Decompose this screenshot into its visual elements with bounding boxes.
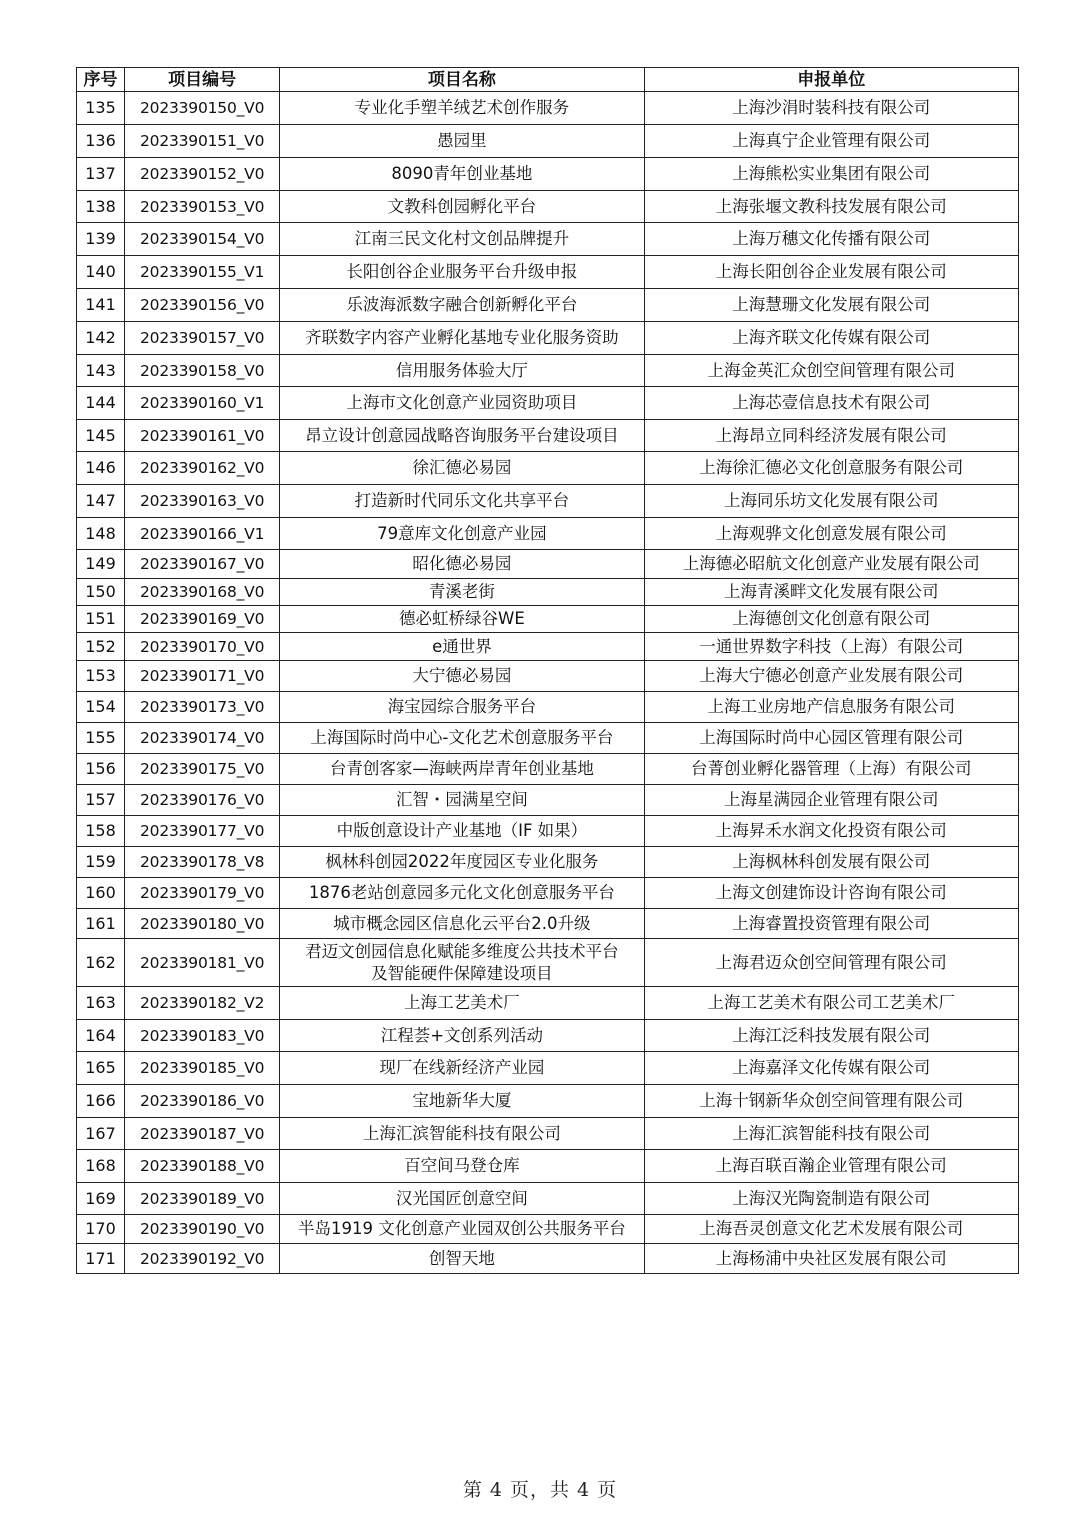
cell-applicant-unit: 上海吾灵创意文化艺术发展有限公司	[644, 1215, 1018, 1244]
cell-applicant-unit: 上海观骅文化创意发展有限公司	[644, 518, 1018, 550]
cell-project-code: 2023390183_V0	[125, 1020, 280, 1052]
cell-project-name-line1: 君迈文创园信息化赋能多维度公共技术平台	[305, 941, 619, 961]
cell-index: 151	[77, 606, 125, 633]
cell-index: 149	[77, 550, 125, 579]
table-row	[77, 878, 1019, 909]
cell-project-code: 2023390151_V0	[125, 125, 280, 158]
cell-project-name: 汇智・园满星空间	[280, 785, 644, 816]
cell-project-name: 愚园里	[280, 125, 644, 158]
cell-project-name: 青溪老街	[280, 579, 644, 606]
table-row	[77, 909, 1019, 939]
table-row	[77, 1020, 1019, 1052]
cell-index: 152	[77, 633, 125, 661]
cell-project-name: 中版创意设计产业基地（IF 如果）	[280, 816, 644, 847]
cell-index: 137	[77, 158, 125, 191]
cell-project-name: 徐汇德必易园	[280, 452, 644, 485]
table-row	[77, 158, 1019, 191]
cell-project-name: 城市概念园区信息化云平台2.0升级	[280, 909, 644, 939]
cell-project-name: 宝地新华大厦	[280, 1085, 644, 1118]
table-row	[77, 661, 1019, 692]
table-row	[77, 606, 1019, 633]
table-row	[77, 579, 1019, 606]
table-row	[77, 223, 1019, 256]
header-project-code: 项目编号	[125, 68, 280, 92]
cell-project-code: 2023390188_V0	[125, 1150, 280, 1183]
cell-project-name: 上海汇滨智能科技有限公司	[280, 1118, 644, 1150]
cell-project-code: 2023390157_V0	[125, 322, 280, 355]
cell-project-name: 专业化手塑羊绒艺术创作服务	[280, 92, 644, 125]
cell-index: 160	[77, 878, 125, 909]
cell-index: 141	[77, 289, 125, 322]
cell-project-code: 2023390153_V0	[125, 191, 280, 223]
cell-index: 145	[77, 420, 125, 452]
cell-applicant-unit: 上海国际时尚中心园区管理有限公司	[644, 723, 1018, 754]
cell-project-name: 文教科创园孵化平台	[280, 191, 644, 223]
cell-project-code: 2023390173_V0	[125, 692, 280, 723]
cell-index: 142	[77, 322, 125, 355]
cell-project-name: 上海工艺美术厂	[280, 987, 644, 1020]
cell-project-code: 2023390156_V0	[125, 289, 280, 322]
table-row	[77, 420, 1019, 452]
cell-index: 135	[77, 92, 125, 125]
cell-applicant-unit: 上海汇滨智能科技有限公司	[644, 1118, 1018, 1150]
cell-applicant-unit: 上海文创建饰设计咨询有限公司	[644, 878, 1018, 909]
cell-index: 146	[77, 452, 125, 485]
project-table	[76, 67, 1019, 1274]
cell-applicant-unit: 上海工业房地产信息服务有限公司	[644, 692, 1018, 723]
cell-project-name: 百空间马登仓库	[280, 1150, 644, 1183]
table-row	[77, 1085, 1019, 1118]
cell-applicant-unit: 上海同乐坊文化发展有限公司	[644, 485, 1018, 518]
cell-project-code: 2023390190_V0	[125, 1215, 280, 1244]
cell-index: 168	[77, 1150, 125, 1183]
cell-project-name: 海宝园综合服务平台	[280, 692, 644, 723]
header-index: 序号	[77, 68, 125, 92]
cell-applicant-unit: 一通世界数字科技（上海）有限公司	[644, 633, 1018, 661]
cell-index: 167	[77, 1118, 125, 1150]
cell-project-name-line2: 及智能硬件保障建设项目	[371, 963, 553, 983]
cell-index: 156	[77, 754, 125, 785]
cell-applicant-unit: 上海熊松实业集团有限公司	[644, 158, 1018, 191]
cell-project-code: 2023390167_V0	[125, 550, 280, 579]
cell-project-code: 2023390176_V0	[125, 785, 280, 816]
cell-project-code: 2023390168_V0	[125, 579, 280, 606]
cell-applicant-unit: 上海杨浦中央社区发展有限公司	[644, 1244, 1018, 1274]
cell-project-code: 2023390160_V1	[125, 387, 280, 420]
table-row	[77, 191, 1019, 223]
cell-applicant-unit: 上海大宁德必创意产业发展有限公司	[644, 661, 1018, 692]
table-row	[77, 322, 1019, 355]
cell-project-code: 2023390163_V0	[125, 485, 280, 518]
table-row	[77, 355, 1019, 387]
cell-project-name: 信用服务体验大厅	[280, 355, 644, 387]
cell-index: 148	[77, 518, 125, 550]
cell-index: 138	[77, 191, 125, 223]
table-row	[77, 289, 1019, 322]
cell-applicant-unit: 上海张堰文教科技发展有限公司	[644, 191, 1018, 223]
cell-project-name: 江南三民文化村文创品牌提升	[280, 223, 644, 256]
cell-index: 143	[77, 355, 125, 387]
table-row	[77, 452, 1019, 485]
cell-project-name: 昭化德必易园	[280, 550, 644, 579]
cell-project-name: 1876老站创意园多元化文化创意服务平台	[280, 878, 644, 909]
cell-project-code: 2023390177_V0	[125, 816, 280, 847]
cell-applicant-unit: 上海慧珊文化发展有限公司	[644, 289, 1018, 322]
cell-project-code: 2023390175_V0	[125, 754, 280, 785]
cell-project-code: 2023390189_V0	[125, 1183, 280, 1215]
table-row	[77, 550, 1019, 579]
table-row	[77, 692, 1019, 723]
cell-project-name: 德必虹桥绿谷WE	[280, 606, 644, 633]
table-row	[77, 485, 1019, 518]
table-row	[77, 816, 1019, 847]
cell-applicant-unit: 上海枫林科创发展有限公司	[644, 847, 1018, 878]
cell-applicant-unit: 上海江泛科技发展有限公司	[644, 1020, 1018, 1052]
cell-project-code: 2023390170_V0	[125, 633, 280, 661]
cell-project-name: 乐波海派数字融合创新孵化平台	[280, 289, 644, 322]
cell-index: 153	[77, 661, 125, 692]
cell-project-name: 上海国际时尚中心-文化艺术创意服务平台	[280, 723, 644, 754]
cell-applicant-unit: 上海沙涓时装科技有限公司	[644, 92, 1018, 125]
cell-project-name: 昂立设计创意园战略咨询服务平台建设项目	[280, 420, 644, 452]
cell-project-code: 2023390171_V0	[125, 661, 280, 692]
table-row	[77, 1244, 1019, 1274]
cell-project-code: 2023390158_V0	[125, 355, 280, 387]
cell-applicant-unit: 上海金英汇众创空间管理有限公司	[644, 355, 1018, 387]
cell-applicant-unit: 上海徐汇德必文化创意服务有限公司	[644, 452, 1018, 485]
cell-index: 154	[77, 692, 125, 723]
cell-applicant-unit: 上海昂立同科经济发展有限公司	[644, 420, 1018, 452]
table-row	[77, 754, 1019, 785]
table-row	[77, 987, 1019, 1020]
cell-applicant-unit: 上海十钢新华众创空间管理有限公司	[644, 1085, 1018, 1118]
cell-project-name: 79意库文化创意产业园	[280, 518, 644, 550]
cell-applicant-unit: 上海工艺美术有限公司工艺美术厂	[644, 987, 1018, 1020]
cell-index: 165	[77, 1052, 125, 1085]
cell-applicant-unit: 上海长阳创谷企业发展有限公司	[644, 256, 1018, 289]
header-applicant-unit: 申报单位	[644, 68, 1018, 92]
cell-project-code: 2023390155_V1	[125, 256, 280, 289]
page-footer: 第 4 页，共 4 页	[462, 1479, 618, 1501]
table-row	[77, 633, 1019, 661]
cell-applicant-unit: 上海睿置投资管理有限公司	[644, 909, 1018, 939]
table-row	[77, 1118, 1019, 1150]
cell-index: 136	[77, 125, 125, 158]
cell-project-code: 2023390186_V0	[125, 1085, 280, 1118]
cell-project-name: 上海市文化创意产业园资助项目	[280, 387, 644, 420]
cell-applicant-unit: 上海万穗文化传播有限公司	[644, 223, 1018, 256]
cell-index: 169	[77, 1183, 125, 1215]
cell-project-code: 2023390179_V0	[125, 878, 280, 909]
cell-project-name: 齐联数字内容产业孵化基地专业化服务资助	[280, 322, 644, 355]
cell-project-name: 创智天地	[280, 1244, 644, 1274]
cell-project-code: 2023390182_V2	[125, 987, 280, 1020]
cell-project-code: 2023390166_V1	[125, 518, 280, 550]
cell-project-code: 2023390169_V0	[125, 606, 280, 633]
cell-index: 163	[77, 987, 125, 1020]
table-row	[77, 92, 1019, 125]
cell-applicant-unit: 上海青溪畔文化发展有限公司	[644, 579, 1018, 606]
cell-applicant-unit: 上海嘉泽文化传媒有限公司	[644, 1052, 1018, 1085]
cell-project-name: 江程荟+文创系列活动	[280, 1020, 644, 1052]
table-header-row	[77, 68, 1019, 92]
table-row	[77, 785, 1019, 816]
table-row	[77, 518, 1019, 550]
table-row	[77, 1150, 1019, 1183]
cell-project-name: 打造新时代同乐文化共享平台	[280, 485, 644, 518]
cell-index: 158	[77, 816, 125, 847]
cell-applicant-unit: 上海昇禾水润文化投资有限公司	[644, 816, 1018, 847]
cell-index: 166	[77, 1085, 125, 1118]
cell-project-name: 台青创客家—海峡两岸青年创业基地	[280, 754, 644, 785]
cell-index: 150	[77, 579, 125, 606]
cell-project-code: 2023390162_V0	[125, 452, 280, 485]
cell-project-name: 现厂在线新经济产业园	[280, 1052, 644, 1085]
cell-project-name: 8090青年创业基地	[280, 158, 644, 191]
cell-applicant-unit: 上海德创文化创意有限公司	[644, 606, 1018, 633]
cell-applicant-unit: 上海齐联文化传媒有限公司	[644, 322, 1018, 355]
cell-index: 140	[77, 256, 125, 289]
cell-project-code: 2023390161_V0	[125, 420, 280, 452]
table-row	[77, 1183, 1019, 1215]
cell-project-code: 2023390150_V0	[125, 92, 280, 125]
cell-applicant-unit: 上海真宁企业管理有限公司	[644, 125, 1018, 158]
cell-index: 162	[77, 939, 125, 987]
cell-project-code: 2023390181_V0	[125, 939, 280, 987]
cell-project-code: 2023390174_V0	[125, 723, 280, 754]
cell-applicant-unit: 上海芯壹信息技术有限公司	[644, 387, 1018, 420]
table-row	[77, 1052, 1019, 1085]
table-row	[77, 847, 1019, 878]
cell-index: 159	[77, 847, 125, 878]
cell-project-code: 2023390152_V0	[125, 158, 280, 191]
cell-project-name: 半岛1919 文化创意产业园双创公共服务平台	[280, 1215, 644, 1244]
cell-index: 170	[77, 1215, 125, 1244]
table-body	[77, 92, 1019, 1274]
cell-applicant-unit: 上海德必昭航文化创意产业发展有限公司	[644, 550, 1018, 579]
header-project-name: 项目名称	[280, 68, 644, 92]
cell-applicant-unit: 上海星满园企业管理有限公司	[644, 785, 1018, 816]
cell-project-name	[280, 939, 644, 987]
cell-project-name: 枫林科创园2022年度园区专业化服务	[280, 847, 644, 878]
cell-index: 171	[77, 1244, 125, 1274]
table-row	[77, 723, 1019, 754]
cell-project-name: 汉光国匠创意空间	[280, 1183, 644, 1215]
table-row	[77, 939, 1019, 987]
cell-index: 155	[77, 723, 125, 754]
cell-project-code: 2023390180_V0	[125, 909, 280, 939]
cell-applicant-unit: 上海汉光陶瓷制造有限公司	[644, 1183, 1018, 1215]
cell-project-code: 2023390154_V0	[125, 223, 280, 256]
cell-project-code: 2023390192_V0	[125, 1244, 280, 1274]
cell-index: 139	[77, 223, 125, 256]
cell-index: 144	[77, 387, 125, 420]
cell-applicant-unit: 台菁创业孵化器管理（上海）有限公司	[644, 754, 1018, 785]
cell-project-name: 长阳创谷企业服务平台升级申报	[280, 256, 644, 289]
cell-project-name: 大宁德必易园	[280, 661, 644, 692]
cell-project-code: 2023390187_V0	[125, 1118, 280, 1150]
table-row	[77, 1215, 1019, 1244]
cell-index: 147	[77, 485, 125, 518]
cell-index: 161	[77, 909, 125, 939]
cell-applicant-unit: 上海百联百瀚企业管理有限公司	[644, 1150, 1018, 1183]
table-row	[77, 387, 1019, 420]
table-row	[77, 256, 1019, 289]
cell-project-code: 2023390178_V8	[125, 847, 280, 878]
table-row	[77, 125, 1019, 158]
cell-project-name: e通世界	[280, 633, 644, 661]
cell-project-code: 2023390185_V0	[125, 1052, 280, 1085]
cell-index: 157	[77, 785, 125, 816]
cell-applicant-unit: 上海君迈众创空间管理有限公司	[644, 939, 1018, 987]
cell-index: 164	[77, 1020, 125, 1052]
